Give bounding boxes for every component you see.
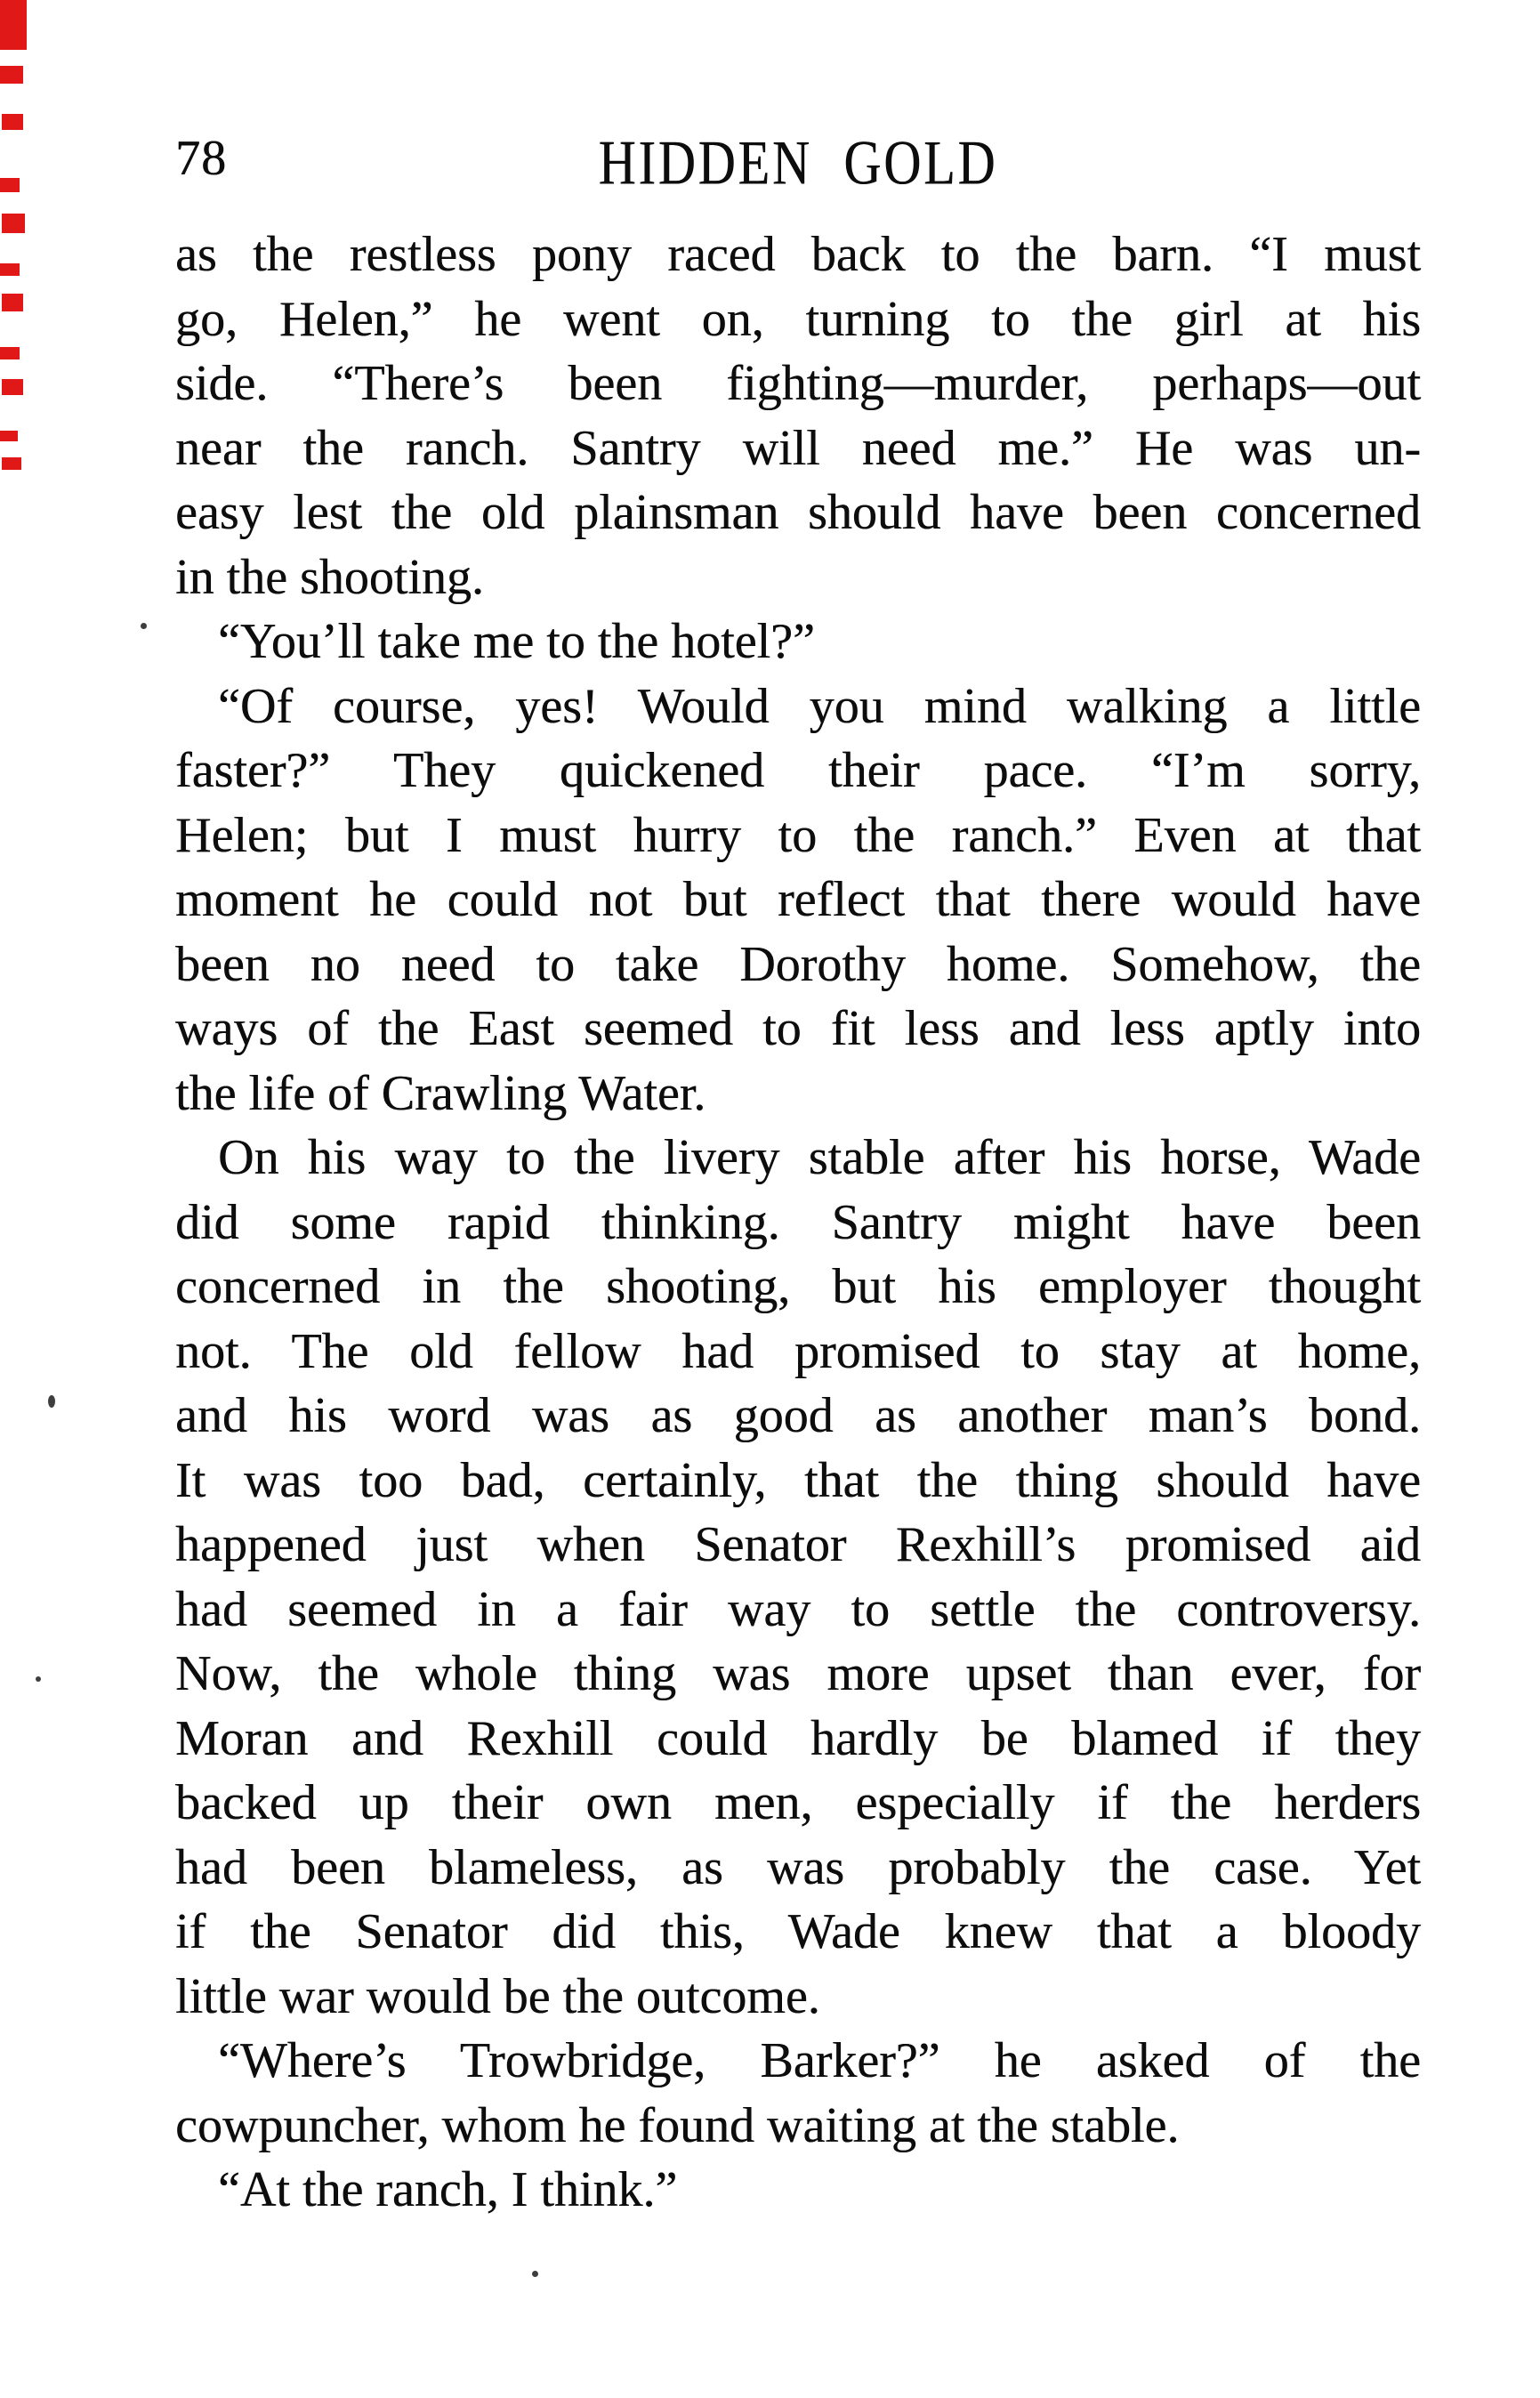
text-line: “Where’s Trowbridge, Barker?” he asked of the (218, 2033, 1421, 2088)
text-line: side. “There’s been fighting—murder, perhaps—out (175, 356, 1421, 411)
ink-speck (36, 1676, 41, 1682)
text-line: if the Senator did this, Wade knew that a bloody (175, 1904, 1421, 1959)
text-line: little war would be the outcome. (175, 1968, 820, 2024)
text-line: cowpuncher, whom he found waiting at the stable. (175, 2097, 1180, 2153)
scan-edge-red-mark (2, 114, 23, 130)
text-line: go, Helen,” he went on, turning to the girl at his (175, 291, 1421, 347)
text-line: Now, the whole thing was more upset than ever, for (175, 1646, 1421, 1701)
scan-edge-red-mark (2, 214, 25, 233)
text-line: did some rapid thinking. Santry might have been (175, 1194, 1421, 1250)
text-line: easy lest the old plainsman should have been concerned (175, 485, 1421, 540)
text-line: moment he could not but reflect that there would have (175, 872, 1421, 927)
scan-edge-red-mark (2, 457, 21, 470)
text-line: not. The old fellow had promised to stay at home, (175, 1323, 1421, 1379)
scan-edge-red-mark (0, 178, 20, 192)
text-line: On his way to the livery stable after his horse, Wade (218, 1130, 1421, 1185)
text-line: Moran and Rexhill could hardly be blamed if they (175, 1710, 1421, 1766)
text-line: had been blameless, as was probably the case. Yet (175, 1839, 1421, 1895)
text-line: and his word was as good as another man’s bond. (175, 1388, 1421, 1443)
scan-edge-red-mark (0, 431, 18, 441)
scan-edge-red-mark (0, 347, 20, 359)
text-block (175, 222, 1421, 2223)
text-line: had seemed in a fair way to settle the controversy. (175, 1581, 1421, 1637)
text-line: in the shooting. (175, 549, 484, 605)
running-title-wrap (175, 127, 1421, 198)
text-line: concerned in the shooting, but his employer thought (175, 1259, 1421, 1314)
text-line: happened just when Senator Rexhill’s promised aid (175, 1517, 1421, 1572)
ink-speck (48, 1395, 55, 1408)
text-line: as the restless pony raced back to the barn. “I must (175, 227, 1421, 282)
running-title: HIDDEN GOLD (598, 127, 998, 198)
scan-edge-red-mark (0, 66, 23, 84)
ink-speck (141, 623, 147, 629)
text-line: faster?” They quickened their pace. “I’m sorry, (175, 743, 1421, 798)
text-line: “You’ll take me to the hotel?” (218, 614, 815, 669)
page-header (175, 127, 1421, 212)
scan-edge-red-mark (2, 379, 23, 395)
text-line: near the ranch. Santry will need me.” He was un- (175, 420, 1421, 476)
text-line: It was too bad, certainly, that the thing should have (175, 1452, 1421, 1508)
page-number: 78 (175, 131, 227, 186)
scan-edge-red-mark (0, 263, 20, 276)
text-line: ways of the East seemed to fit less and less aptly into (175, 1001, 1421, 1056)
text-line: Helen; but I must hurry to the ranch.” Even at that (175, 807, 1421, 863)
ink-speck (532, 2271, 538, 2277)
scan-edge-red-mark (0, 0, 27, 50)
text-line: “Of course, yes! Would you mind walking a little (218, 678, 1421, 734)
text-line: “At the ranch, I think.” (218, 2162, 678, 2217)
scan-edge-red-mark (2, 294, 23, 311)
text-line: the life of Crawling Water. (175, 1065, 706, 1121)
text-line: backed up their own men, especially if the herders (175, 1775, 1421, 1830)
text-line: been no need to take Dorothy home. Somehow, the (175, 936, 1421, 992)
